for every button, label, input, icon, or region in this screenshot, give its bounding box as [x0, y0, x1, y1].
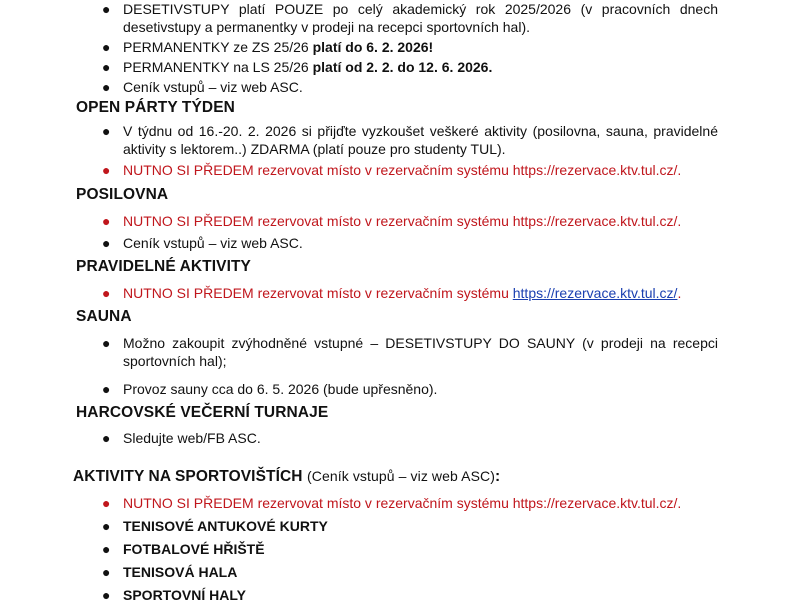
list-item — [102, 380, 718, 398]
section-heading-open-party: OPEN PÁRTY TÝDEN — [76, 99, 235, 116]
permanentky-zs-text: PERMANENTKY ze ZS 25/26 — [123, 39, 313, 55]
bullet-icon: ● — [102, 335, 111, 351]
bullet-icon: ● — [102, 285, 111, 301]
harcov-text: Sledujte web/FB ASC. — [123, 430, 261, 446]
list-item — [102, 161, 718, 179]
bullet-icon: ● — [102, 79, 111, 95]
bullet-icon: ● — [102, 39, 111, 55]
aktivity-heading-text: AKTIVITY NA SPORTOVIŠTÍCH — [73, 468, 303, 485]
cenik-text: Ceník vstupů – viz web ASC. — [123, 79, 303, 95]
venue-tenisova-hala: TENISOVÁ HALA — [123, 564, 238, 580]
cenik-text: Ceník vstupů – viz web ASC. — [123, 235, 303, 251]
section-heading-harcov: HARCOVSKÉ VEČERNÍ TURNAJE — [76, 404, 329, 421]
list-item — [102, 586, 718, 604]
list-item — [102, 284, 718, 302]
sauna-provoz: Provoz sauny cca do 6. 5. 2026 (bude upřesněno). — [123, 381, 438, 397]
list-item — [102, 494, 718, 512]
permanentky-zs-validity: platí do 6. 2. 2026! — [312, 39, 434, 55]
permanentky-ls-text: PERMANENTKY na LS 25/26 — [123, 59, 313, 75]
section-heading-aktivity — [73, 468, 500, 486]
aktivity-heading-suffix: (Ceník vstupů – viz web ASC) — [307, 468, 495, 484]
list-item — [102, 122, 718, 158]
venue-tenisove-kurty: TENISOVÉ ANTUKOVÉ KURTY — [123, 518, 328, 534]
bullet-icon: ● — [102, 587, 111, 603]
bullet-icon: ● — [102, 564, 111, 580]
list-item — [102, 334, 718, 370]
list-item — [102, 0, 718, 36]
reservation-notice: NUTNO SI PŘEDEM rezervovat místo v rezervačním systému https://rezervace.ktv.tul.cz/. — [123, 495, 682, 511]
reservation-link[interactable]: https://rezervace.ktv.tul.cz/ — [512, 285, 678, 301]
list-item — [102, 429, 718, 447]
reservation-notice: NUTNO SI PŘEDEM rezervovat místo v rezervačním systému — [123, 285, 513, 301]
list-item — [102, 234, 718, 252]
venue-sportovni-haly: SPORTOVNÍ HALY — [123, 587, 246, 603]
sauna-intro: Možno zakoupit zvýhodněné vstupné – DESETIVSTUPY DO SAUNY (v prodeji na recepci sportovních hal); — [123, 335, 718, 369]
list-item — [102, 540, 718, 558]
reservation-notice: NUTNO SI PŘEDEM rezervovat místo v rezervačním systému https://rezervace.ktv.tul.cz/. — [123, 162, 682, 178]
reservation-notice: NUTNO SI PŘEDEM rezervovat místo v rezervačním systému https://rezervace.ktv.tul.cz/. — [123, 213, 682, 229]
list-item — [102, 58, 718, 76]
list-item — [102, 517, 718, 535]
desetivstupy-text: DESETIVSTUPY platí POUZE po celý akademický rok 2025/2026 (v pracovních dnech desetivstupy a permanentky v prodeji na recepci sportovních hal). — [123, 1, 718, 35]
list-item — [102, 78, 718, 96]
list-item — [102, 563, 718, 581]
section-heading-sauna: SAUNA — [76, 308, 132, 325]
open-party-text: V týdnu od 16.-20. 2. 2026 si přijďte vyzkoušet veškeré aktivity (posilovna, sauna, pravidelné aktivity s lektorem..) ZDARMA (platí pouze pro studenty TUL). — [123, 123, 718, 157]
bullet-icon: ● — [102, 123, 111, 139]
bullet-icon: ● — [102, 235, 111, 251]
bullet-icon: ● — [102, 518, 111, 534]
aktivity-heading-colon: : — [495, 468, 501, 485]
venue-fotbalove-hriste: FOTBALOVÉ HŘIŠTĚ — [123, 541, 265, 557]
list-item — [102, 38, 718, 56]
bullet-icon: ● — [102, 59, 111, 75]
bullet-icon: ● — [102, 213, 111, 229]
bullet-icon: ● — [102, 430, 111, 446]
bullet-icon: ● — [102, 1, 111, 17]
bullet-icon: ● — [102, 162, 111, 178]
permanentky-ls-validity: platí od 2. 2. do 12. 6. 2026. — [312, 59, 493, 75]
bullet-icon: ● — [102, 541, 111, 557]
list-item — [102, 212, 718, 230]
section-heading-posilovna: POSILOVNA — [76, 186, 169, 203]
link-period: . — [677, 285, 682, 301]
bullet-icon: ● — [102, 381, 111, 397]
bullet-icon: ● — [102, 495, 111, 511]
section-heading-pravidelne: PRAVIDELNÉ AKTIVITY — [76, 258, 251, 275]
